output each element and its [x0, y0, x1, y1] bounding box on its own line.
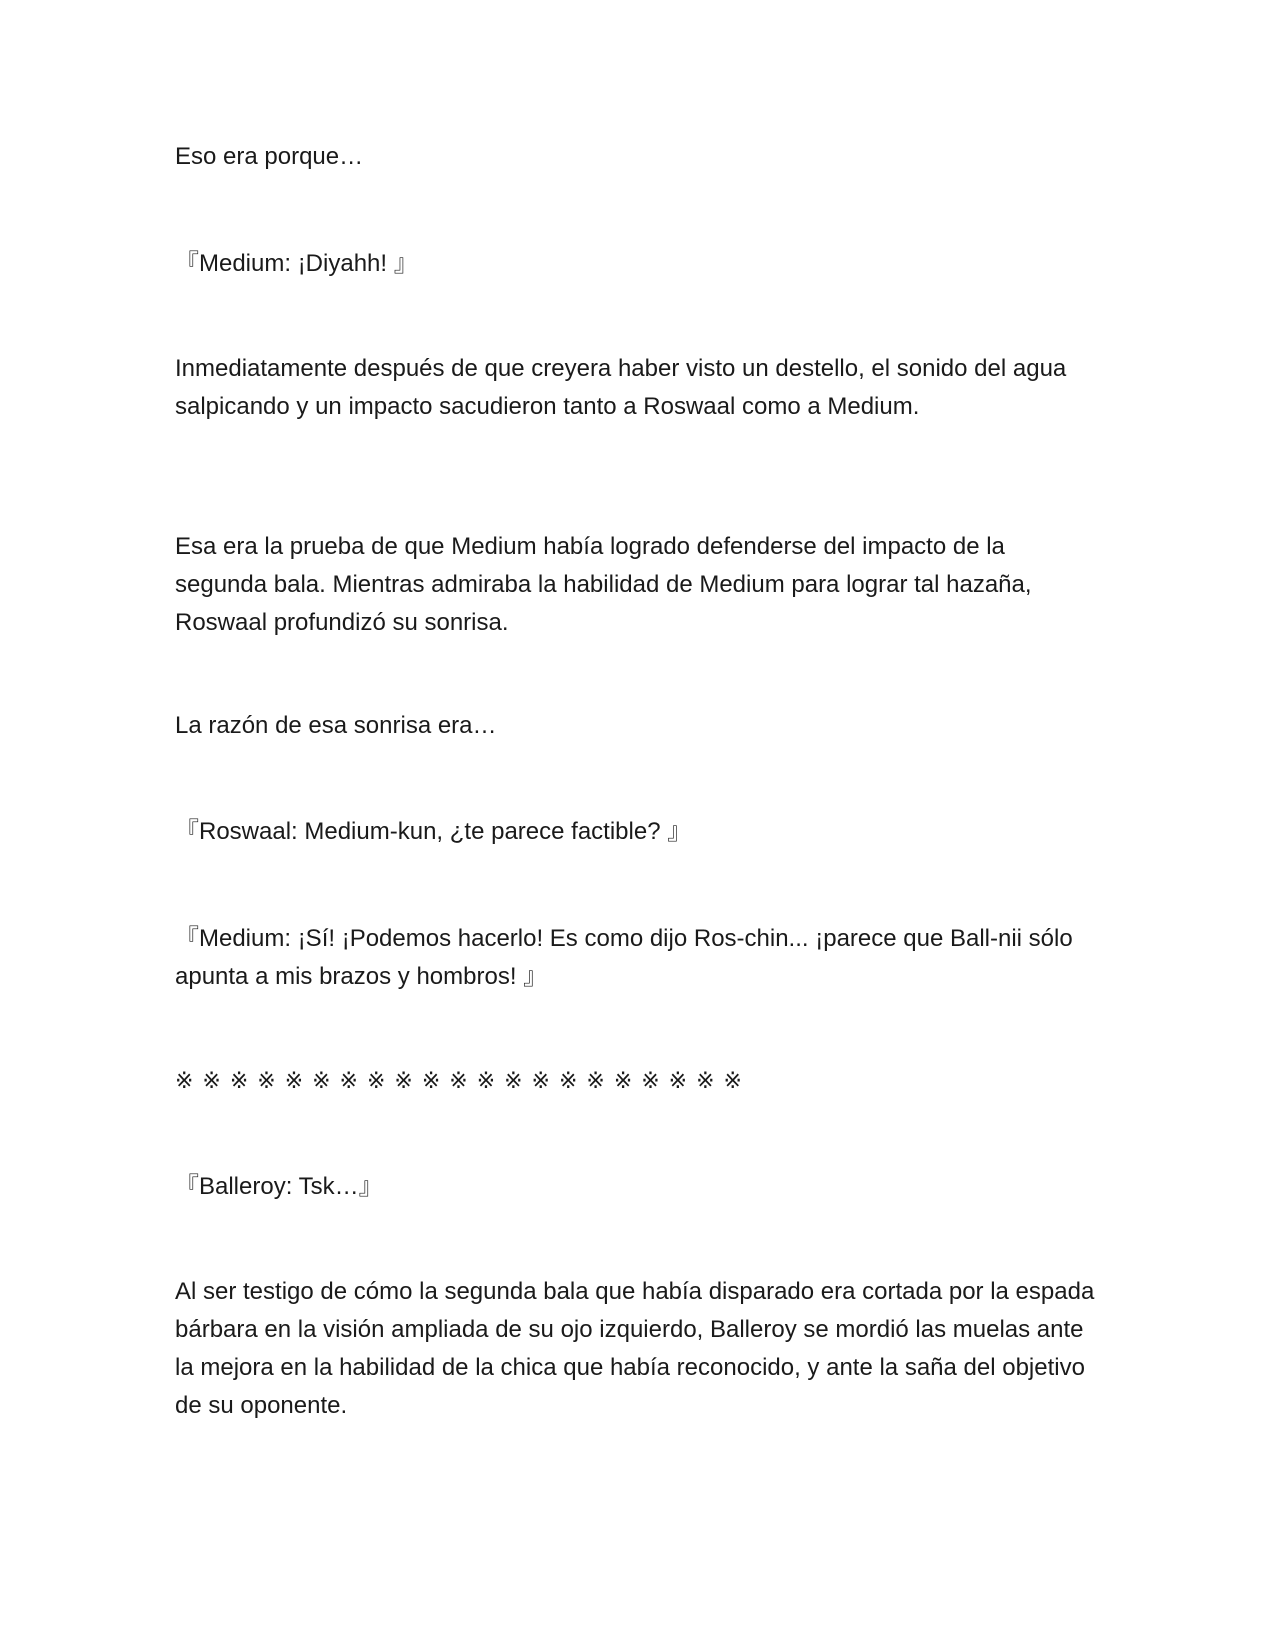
scene-separator: ※ ※ ※ ※ ※ ※ ※ ※ ※ ※ ※ ※ ※ ※ ※ ※ ※ ※ ※ ※ ※ [175, 1069, 743, 1094]
dialogue-medium-1: 『Medium: ¡Diyahh! 』 [175, 250, 418, 277]
paragraph-narration-4: La razón de esa sonrisa era… [175, 712, 497, 739]
paragraph-narration-2: Inmediatamente después de que creyera haber visto un destello, el sonido del agua salpicando y un impacto sacudieron tanto a Roswaal como a Medium. [175, 355, 1067, 420]
paragraph-narration-5: Al ser testigo de cómo la segunda bala que había disparado era cortada por la espada bárbara en la visión ampliada de su ojo izquierdo, Balleroy se mordió las muelas ante la mejora en la habilidad de la chica que había reconocido, y ante la saña del objetivo de su oponente. [175, 1278, 1095, 1419]
paragraph-narration-3: Esa era la prueba de que Medium había logrado defenderse del impacto de la segunda bala. Mientras admiraba la habilidad de Medium para lograr tal hazaña, Roswaal profundizó su sonrisa. [175, 533, 1032, 636]
dialogue-roswaal-1: 『Roswaal: Medium-kun, ¿te parece factible? 』 [175, 818, 692, 845]
paragraph-narration-1: Eso era porque… [175, 143, 364, 170]
dialogue-medium-2: 『Medium: ¡Sí! ¡Podemos hacerlo! Es como dijo Ros-chin... ¡parece que Ball-nii sólo apunta a mis brazos y hombros! 』 [175, 925, 1073, 990]
dialogue-balleroy-1: 『Balleroy: Tsk…』 [175, 1173, 383, 1200]
